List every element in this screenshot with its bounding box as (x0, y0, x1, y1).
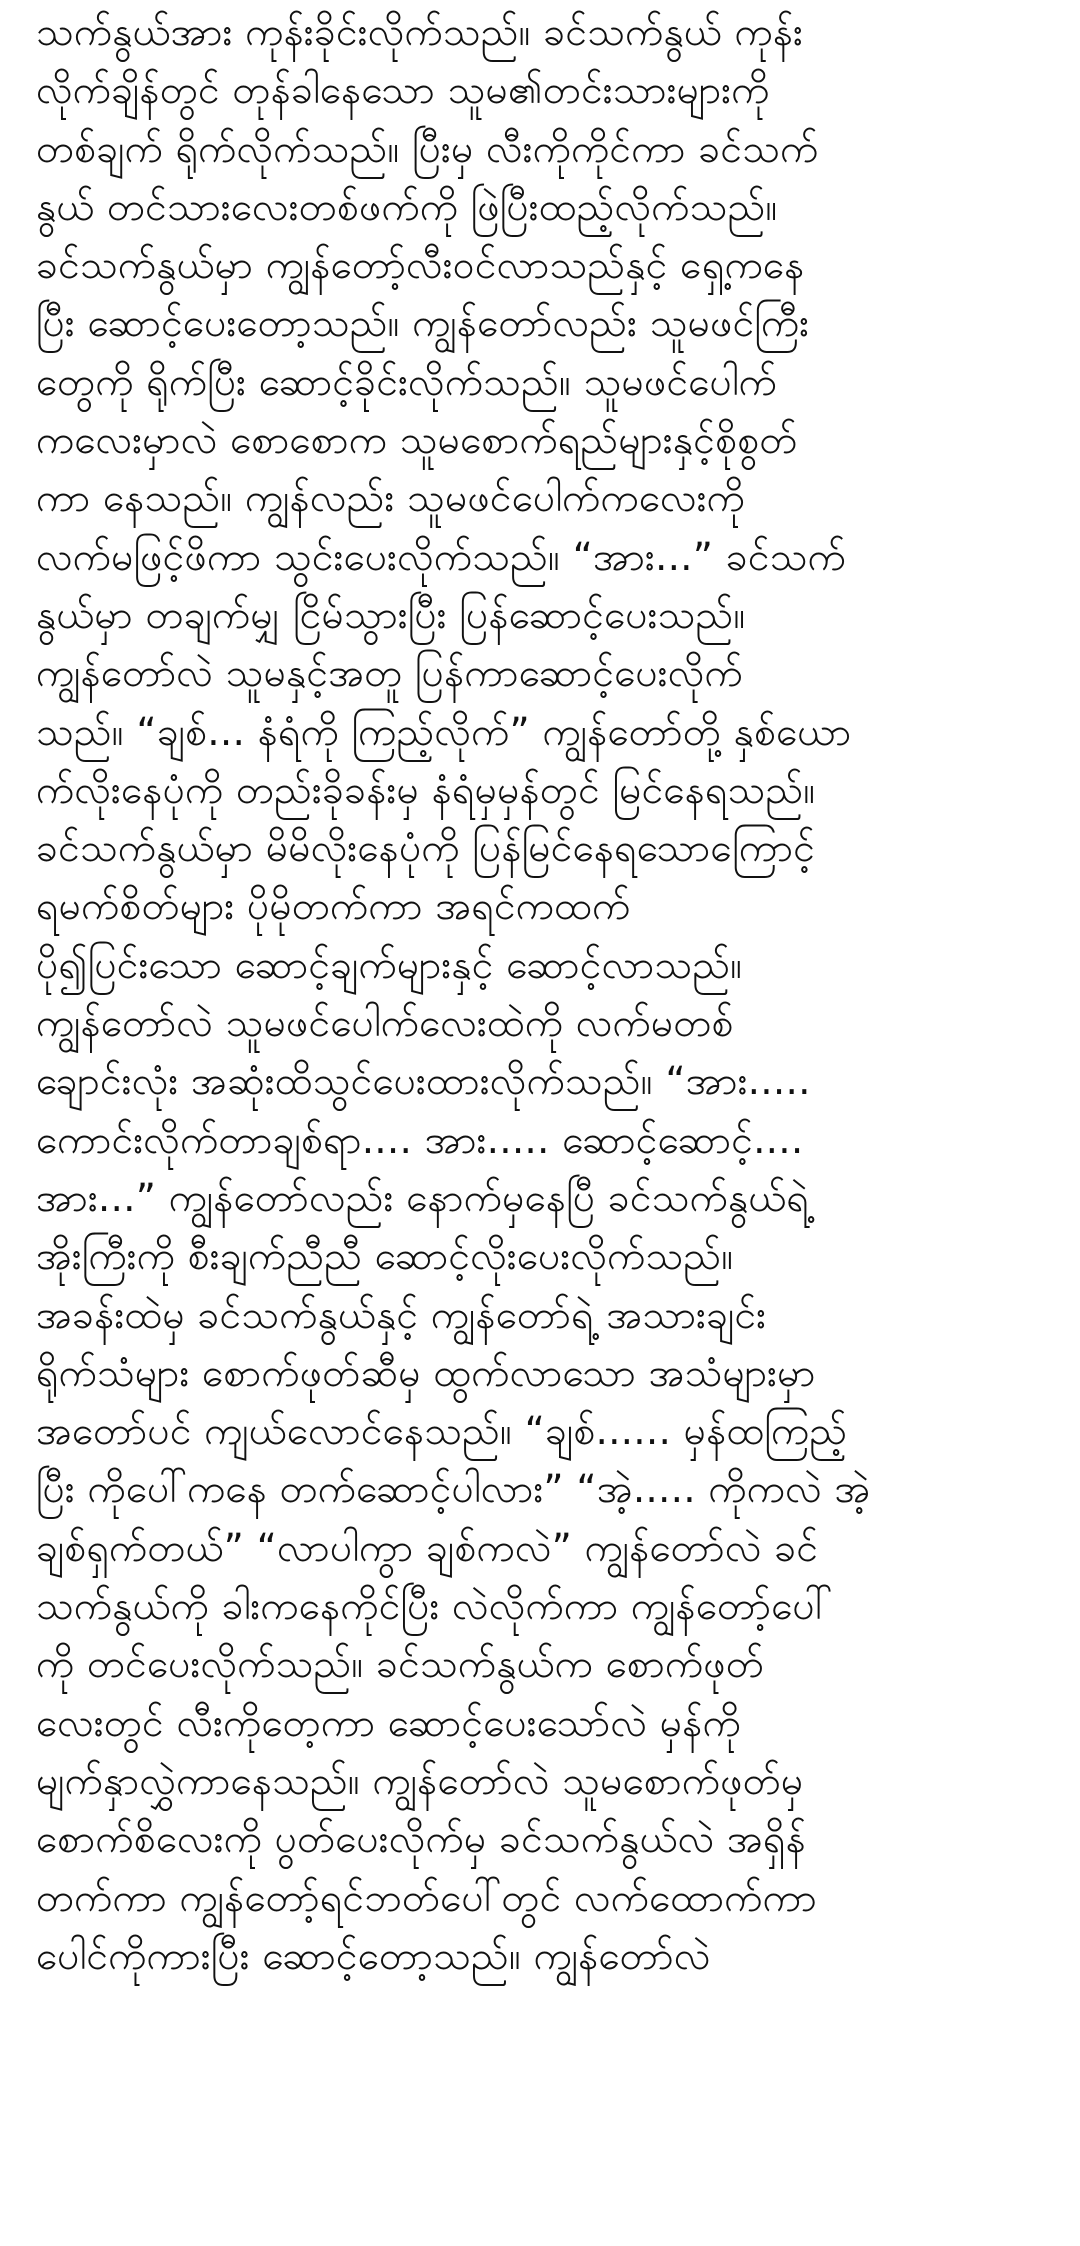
text-line: လေးတွင် လီးကိုတေ့ကာ ဆောင့်ပေးသော်လဲ မှန်ကို (36, 1700, 741, 1746)
text-line: တွေကို ရိုက်ပြီး ဆောင့်ခိုင်းလိုက်သည်။ သူမဖင်ပေါက် (36, 359, 778, 405)
text-line: ရမက်စိတ်များ ပိုမိုတက်ကာ အရင်ကထက် (36, 884, 631, 930)
text-line: သက်နွယ်အား ကုန်းခိုင်းလိုက်သည်။ ခင်သက်နွယ် ကုန်း (36, 10, 804, 55)
text-line: နွယ် တင်သားလေးတစ်ဖက်ကို ဖြဲပြီးထည့်လိုက်သည်။ (36, 184, 778, 230)
text-line: သက်နွယ်ကို ခါးကနေကိုင်ပြီး လဲလိုက်ကာ ကျွန်တော့်ပေါ် (36, 1584, 833, 1630)
text-line: လိုက်ချိန်တွင် တုန်ခါနေသော သူမ၏တင်းသားများကို (36, 68, 770, 114)
text-line: ပြီး ကိုပေါ်ကနေ တက်ဆောင့်ပါလား” “အဲ့..... ကိုကလဲ အဲ့ (36, 1467, 871, 1513)
text-line: ကလေးမှာလဲ စောစောက သူမစောက်ရည်များနှင့်စိုစွတ် (36, 418, 798, 464)
text-line: တစ်ချက် ရိုက်လိုက်သည်။ ပြီးမှ လီးကိုကိုင်ကာ ခင်သက် (36, 126, 819, 172)
text-line: နွယ်မှာ တချက်မျှ ငြိမ်သွားပြီး ပြန်ဆောင့်ပေးသည်။ (36, 592, 746, 638)
text-line: ကို တင်ပေးလိုက်သည်။ ခင်သက်နွယ်က စောက်ဖုတ် (36, 1642, 764, 1688)
text-line: ရိုက်သံများ စောက်ဖုတ်ဆီမှ ထွက်လာသော အသံများမှာ (36, 1350, 816, 1396)
text-line: ခင်သက်နွယ်မှာ မိမိလိုးနေပုံကို ပြန်မြင်နေရသောကြောင့် (36, 826, 816, 872)
text-line: စောက်စိလေးကို ပွတ်ပေးလိုက်မှ ခင်သက်နွယ်လဲ အရှိန် (36, 1817, 806, 1863)
text-line: ချစ်ရှက်တယ်” “လာပါကွာ ချစ်ကလဲ” ကျွန်တော်လဲ ခင် (36, 1525, 819, 1571)
text-line: ကျွန်တော်လဲ သူမဖင်ပေါက်လေးထဲကို လက်မတစ် (36, 1001, 734, 1047)
text-line: အိုးကြီးကို စီးချက်ညီညီ ဆောင့်လိုးပေးလိုက်သည်။ (36, 1234, 734, 1280)
text-line: ပေါင်ကိုကားပြီး ဆောင့်တော့သည်။ ကျွန်တော်လဲ (36, 1933, 711, 1979)
text-line: ပြီး ဆောင့်ပေးတော့သည်။ ကျွန်တော်လည်း သူမဖင်ကြီး (36, 301, 810, 347)
text-line: တက်ကာ ကျွန်တော့်ရင်ဘတ်ပေါ်တွင် လက်ထောက်ကာ (36, 1875, 817, 1921)
text-line: သည်။ “ချစ်... နံရံကို ကြည့်လိုက်” ကျွန်တော်တို့ နှစ်ယော (36, 709, 852, 755)
text-line: ကျွန်တော်လဲ သူမနှင့်အတူ ပြန်ကာဆောင့်ပေးလိုက် (36, 651, 743, 697)
text-line: အခန်းထဲမှ ခင်သက်နွယ်နှင့် ကျွန်တော်ရဲ့ အသားချင်း (36, 1292, 767, 1338)
text-line: လက်မဖြင့်ဖိကာ သွင်းပေးလိုက်သည်။ “အား...” ခင်သက် (36, 534, 847, 580)
text-line: ကာ နေသည်။ ကျွန်လည်း သူမဖင်ပေါက်ကလေးကို (36, 476, 746, 522)
text-line: ချောင်းလုံး အဆုံးထိသွင်ပေးထားလိုက်သည်။ “အား..... (36, 1059, 811, 1105)
text-line: အတော်ပင် ကျယ်လောင်နေသည်။ “ချစ်...... မှန်ထကြည့် (36, 1409, 848, 1455)
text-line: ပို၍ပြင်းသော ဆောင့်ချက်များနှင့် ဆောင့်လာသည်။ (36, 942, 743, 988)
text-line: အား...” ကျွန်တော်လည်း နောက်မှနေပြီ ခင်သက်နွယ်ရဲ့ (36, 1175, 810, 1221)
text-line: ခင်သက်နွယ်မှာ ကျွန်တော့်လီးဝင်လာသည်နှင့် ရှေ့ကနေ (36, 243, 805, 289)
text-line: က်လိုးနေပုံကို တည်းခိုခန်းမှ နံရံမှမှန်တွင် မြင်နေရသည်။ (36, 767, 816, 813)
text-line: မျက်နှာလွှဲကာနေသည်။ ကျွန်တော်လဲ သူမစောက်ဖုတ်မှ (36, 1758, 804, 1804)
text-line: ကောင်းလိုက်တာချစ်ရာ.... အား..... ဆောင့်ဆောင့်.... (36, 1117, 804, 1163)
